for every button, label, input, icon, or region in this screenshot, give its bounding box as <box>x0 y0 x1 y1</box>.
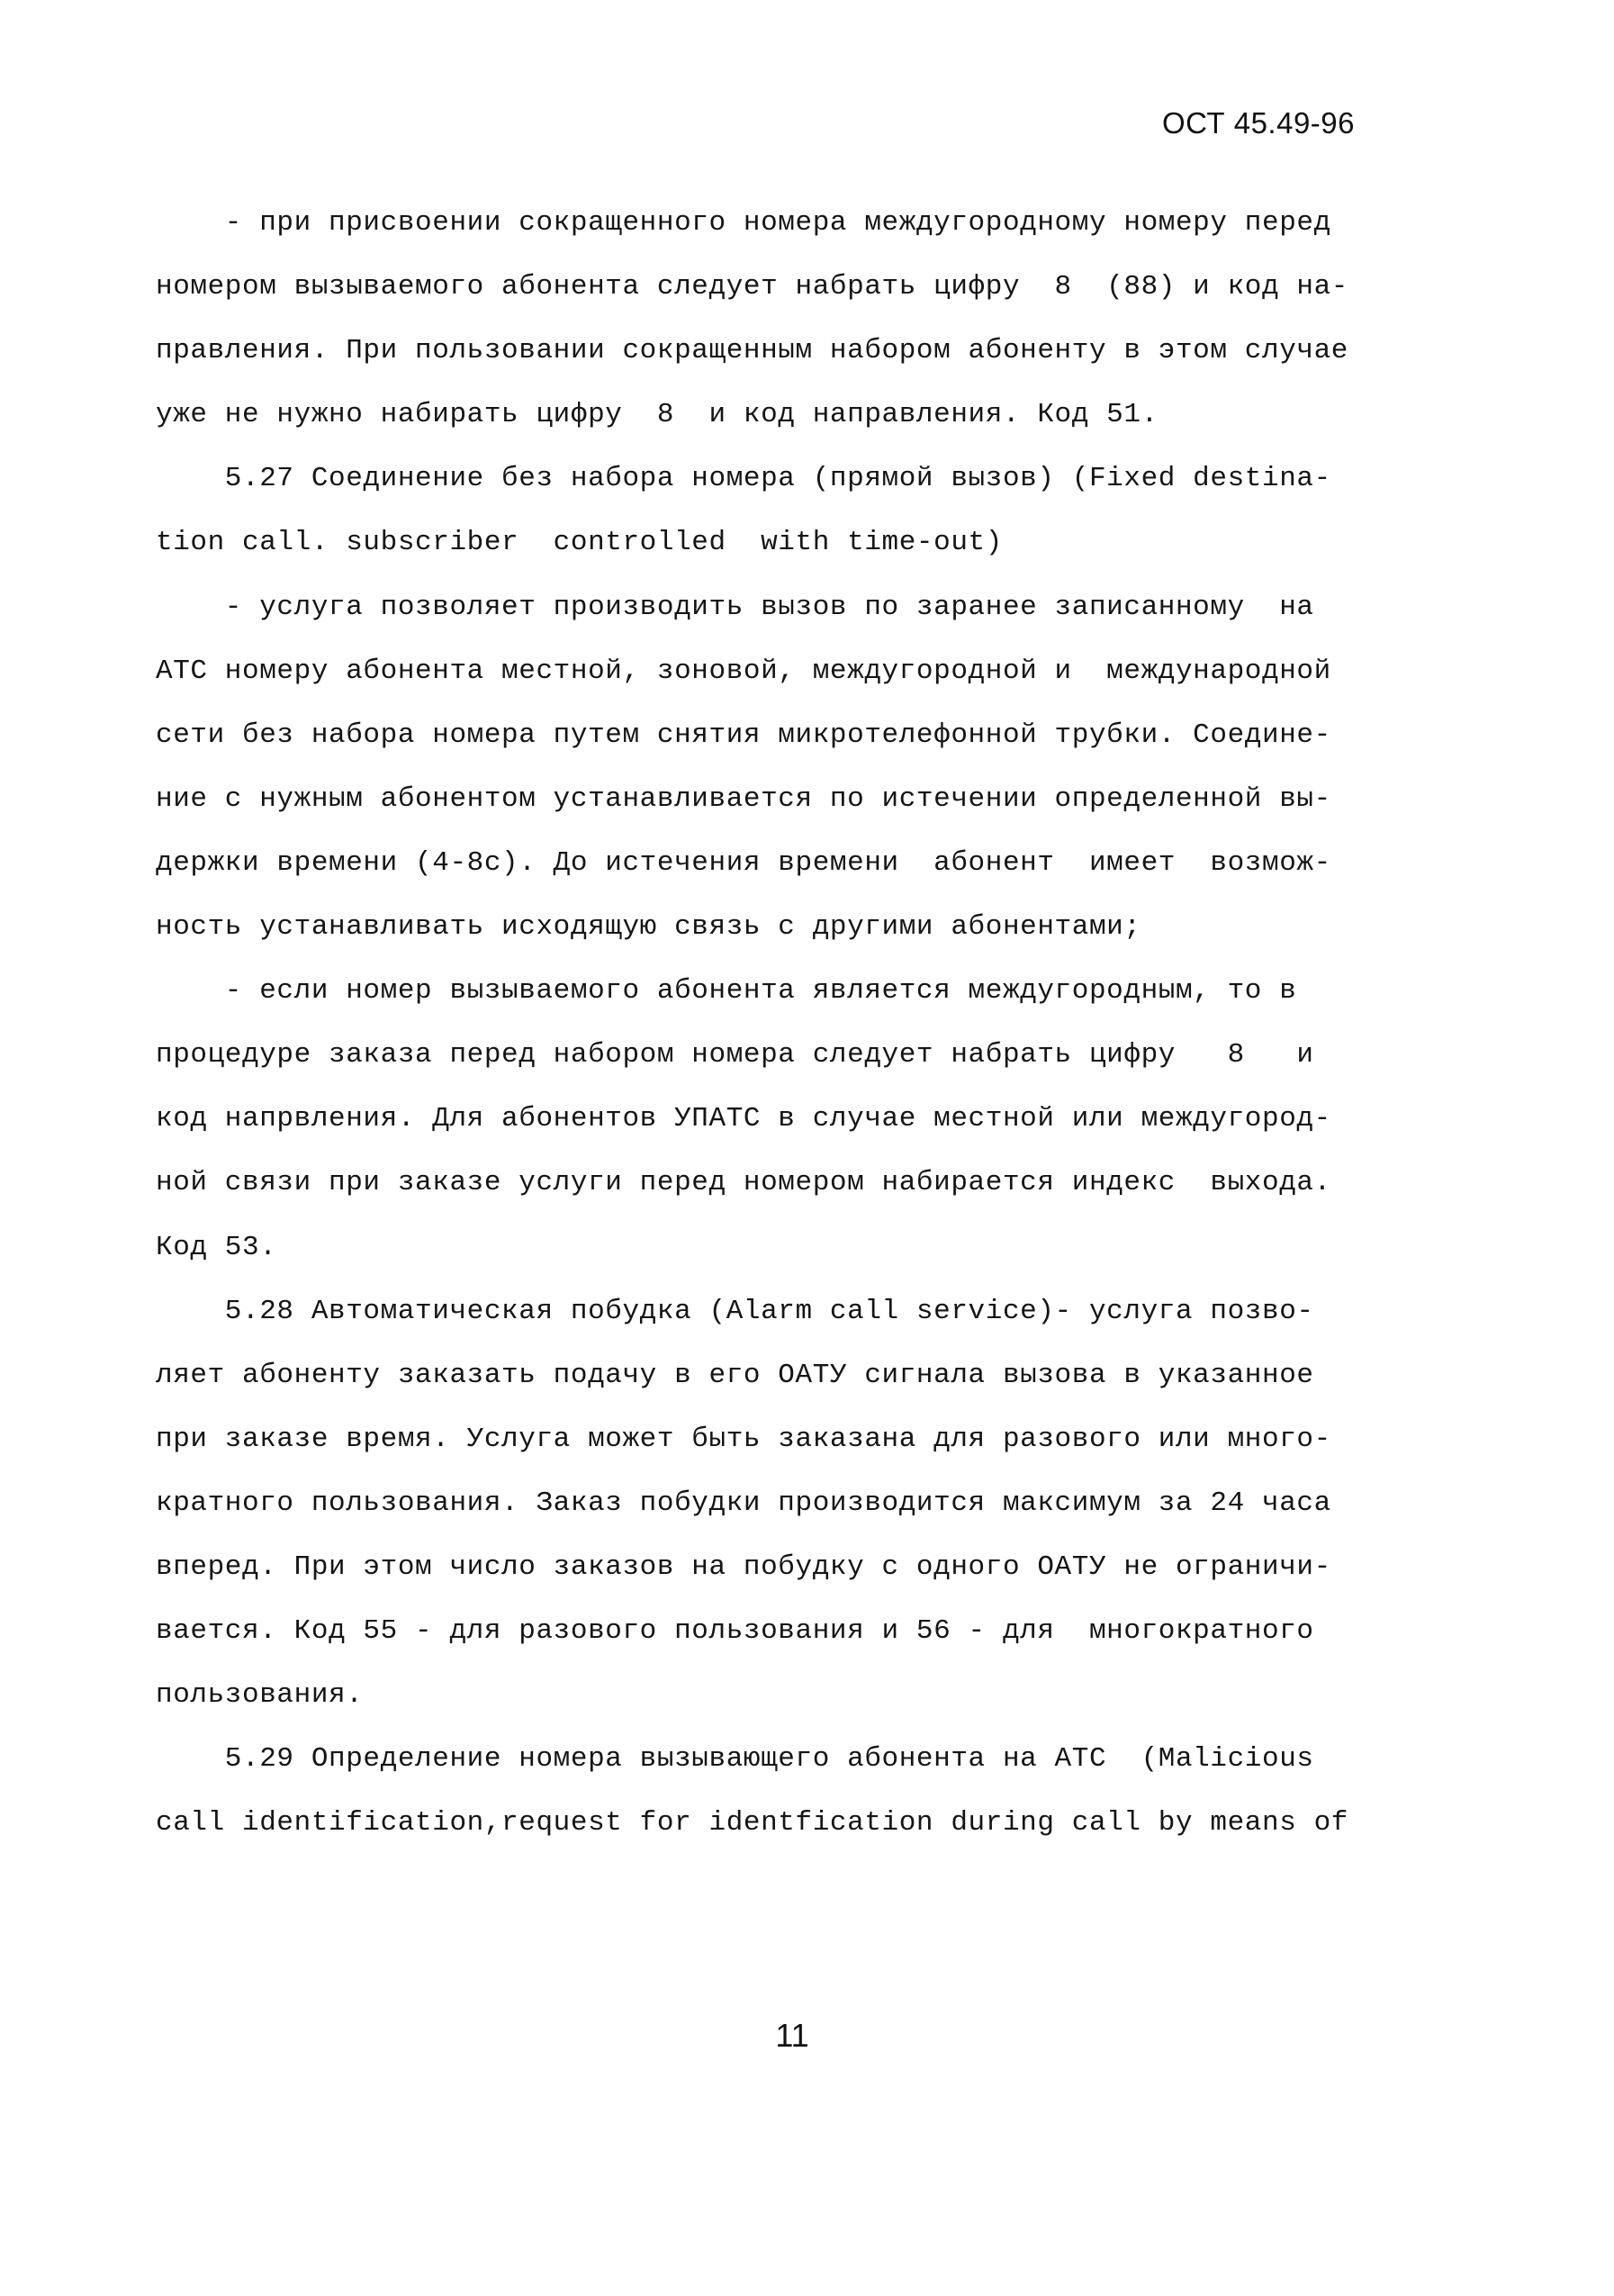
text-line: АТС номеру абонента местной, зоновой, междугородной и международной <box>156 655 1331 687</box>
text-line: вперед. При этом число заказов на побудку с одного ОАТУ не ограничи- <box>156 1550 1331 1583</box>
text-line: ной связи при заказе услуги перед номером набирается индекс выхода. <box>156 1167 1331 1199</box>
text-line: call identification,request for identfication during call by means of <box>156 1807 1349 1840</box>
page-number: 11 <box>775 2017 809 2054</box>
text-line: держки времени (4-8с). До истечения времени абонент имеет возмож- <box>156 846 1331 879</box>
text-line: - если номер вызываемого абонента является междугородным, то в <box>156 975 1297 1008</box>
document-code-header: ОСТ 45.49-96 <box>1161 106 1355 140</box>
text-line: код напрвления. Для абонентов УПАТС в случае местной или междугород- <box>156 1103 1331 1135</box>
text-line: правления. При пользовании сокращенным набором абоненту в этом случае <box>156 335 1349 367</box>
text-line: кратного пользования. Заказ побудки производится максимум за 24 часа <box>156 1487 1331 1519</box>
text-line: процедуре заказа перед набором номера следует набрать цифру 8 и <box>156 1039 1314 1071</box>
document-body <box>156 191 1470 1855</box>
text-line: tion call. subscriber controlled with time-out) <box>156 527 1003 559</box>
text-line: Код 53. <box>156 1231 277 1263</box>
text-line: при заказе время. Услуга может быть заказана для разового или много- <box>156 1423 1331 1455</box>
text-line: вается. Код 55 - для разового пользования и 56 - для многократного <box>156 1615 1314 1648</box>
section-heading-5-28: 5.28 Автоматическая побудка (Alarm call service)- услуга позво- <box>156 1295 1314 1327</box>
text-line: - услуга позволяет производить вызов по заранее записанному на <box>156 591 1314 623</box>
text-line: пользования. <box>156 1679 364 1712</box>
text-line: ние с нужным абонентом устанавливается по истечении определенной вы- <box>156 782 1331 815</box>
text-line: уже не нужно набирать цифру 8 и код направления. Код 51. <box>156 399 1159 431</box>
section-heading-5-27: 5.27 Соединение без набора номера (прямой вызов) (Fixed destina- <box>156 463 1331 495</box>
text-line: номером вызываемого абонента следует набрать цифру 8 (88) и код на- <box>156 271 1349 303</box>
section-heading-5-29: 5.29 Определение номера вызывающего абонента на АТС (Malicious <box>156 1743 1314 1776</box>
text-line: ляет абоненту заказать подачу в его ОАТУ сигнала вызова в указанное <box>156 1359 1314 1391</box>
text-line: сети без набора номера путем снятия микротелефонной трубки. Соедине- <box>156 719 1331 751</box>
text-line: ность устанавливать исходящую связь с другими абонентами; <box>156 911 1141 944</box>
text-line: - при присвоении сокращенного номера междугородному номеру перед <box>156 207 1331 239</box>
